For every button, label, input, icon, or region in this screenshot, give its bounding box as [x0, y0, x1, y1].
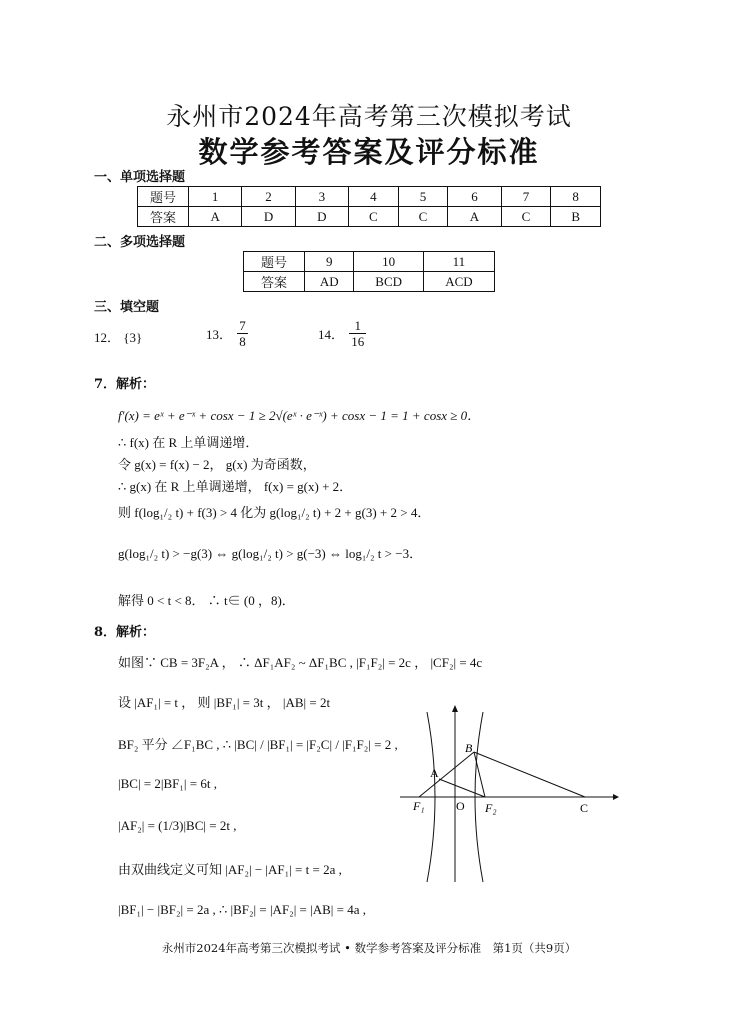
table-cell: 1 [189, 187, 242, 207]
solution-7-line: ∴ g(x) 在 R 上单调递增， f(x) = g(x) + 2． [118, 479, 353, 494]
solution-7-line: 令 g(x) = f(x) − 2， g(x) 为奇函数， [118, 457, 316, 472]
table-cell: A [189, 207, 242, 227]
table-cell: 2 [242, 187, 295, 207]
question-number: 14． [318, 327, 345, 342]
solution-8-line: 如图∵ CB = 3F₂A ， ∴ ΔF₁AF₂ ~ ΔF₁BC , |F₁F₂| = 2c ， |CF₂| = 4c [118, 655, 483, 670]
numerator: 1 [349, 318, 366, 334]
section-multi-choice-heading: 二、多项选择题 [94, 235, 186, 250]
section-fill-blank-heading: 三、填空题 [94, 300, 160, 315]
table-row [244, 272, 495, 292]
fraction [237, 318, 248, 349]
answer-13 [206, 318, 250, 349]
label-f2: F₂ [485, 801, 497, 815]
table-cell: 6 [448, 187, 501, 207]
question-number: 12． [94, 330, 121, 345]
solution-7-line: 解得 0 < t < 8． ∴ t∈ (0 ，8)． [118, 593, 295, 608]
label-c: C [580, 801, 589, 815]
line-a-f2 [439, 779, 485, 797]
y-axis-arrow [452, 705, 458, 712]
table-cell: 7 [501, 187, 551, 207]
hyperbola-figure [395, 700, 620, 885]
label-o: O [456, 799, 465, 813]
row-label: 答案 [244, 272, 305, 292]
table-row [138, 207, 601, 227]
label-a: A [430, 766, 439, 780]
table-cell: 11 [423, 252, 494, 272]
solution-8-line: 设 |AF₁| = t ， 则 |BF₁| = 3t ， |AB| = 2t [118, 695, 331, 710]
table-cell: ACD [423, 272, 494, 292]
solution-8-line: 由双曲线定义可知 |AF₂| − |AF₁| = t = 2a , [118, 862, 342, 877]
row-label: 题号 [138, 187, 189, 207]
denominator: 8 [239, 334, 246, 349]
table-cell: AD [305, 272, 354, 292]
solution-7-label: 7．解析： [94, 377, 156, 392]
table-cell: 10 [354, 252, 423, 272]
multi-choice-table [243, 251, 495, 292]
question-number: 13． [206, 327, 233, 342]
solution-8-label: 8．解析： [94, 625, 156, 640]
solution-8-line: |AF₂| = (1/3)|BC| = 2t , [118, 818, 237, 833]
table-cell: B [551, 207, 601, 227]
answer-value: {3} [123, 330, 143, 345]
table-cell: C [398, 207, 448, 227]
line-f1-b [419, 752, 474, 797]
solution-7-line: ∴ f(x) 在 R 上单调递增． [118, 435, 259, 450]
solution-7-line: 则 f(log₁/₂ t) + f(3) > 4 化为 g(log₁/₂ t) + 2 + g(3) + 2 > 4． [118, 505, 431, 520]
table-cell: D [295, 207, 348, 227]
table-cell: 4 [349, 187, 399, 207]
answer-14 [318, 318, 368, 349]
page-title: 数学参考答案及评分标准 [198, 135, 540, 169]
fraction [349, 318, 366, 349]
row-label: 题号 [244, 252, 305, 272]
line-b-c [474, 752, 585, 797]
table-cell: A [448, 207, 501, 227]
solution-7-line: g(log₁/₂ t) > −g(3) ⇔ g(log₁/₂ t) > g(−3) ⇔ log₁/₂ t > −3． [118, 546, 423, 561]
table-cell: C [501, 207, 551, 227]
solution-7-line: f′(x) = eˣ + e⁻ˣ + cosx − 1 ≥ 2√(eˣ · e⁻ˣ) + cosx − 1 = 1 + cosx ≥ 0． [118, 408, 481, 423]
single-choice-table [137, 186, 601, 227]
table-row [138, 187, 601, 207]
denominator: 16 [351, 334, 365, 349]
label-f1: F₁ [413, 799, 425, 813]
numerator: 7 [239, 318, 246, 333]
page-footer: 永州市2024年高考第三次模拟考试 • 数学参考答案及评分标准 第1页（共9页） [161, 941, 577, 955]
solution-8-line: |BF₁| − |BF₂| = 2a , ∴ |BF₂| = |AF₂| = |AB| = 4a , [118, 902, 367, 917]
label-b: B [465, 741, 473, 755]
table-cell: BCD [354, 272, 423, 292]
table-cell: 8 [551, 187, 601, 207]
answer-12 [94, 327, 142, 346]
table-cell: 9 [305, 252, 354, 272]
exam-title: 永州市2024年高考第三次模拟考试 [166, 102, 572, 131]
table-cell: C [349, 207, 399, 227]
solution-8-line: BF₂ 平分 ∠F₁BC , ∴ |BC| / |BF₁| = |F₂C| / |F₁F₂| = 2 , [118, 737, 398, 752]
table-cell: 3 [295, 187, 348, 207]
x-axis-arrow [613, 794, 619, 800]
section-single-choice-heading: 一、单项选择题 [94, 170, 186, 185]
table-row [244, 252, 495, 272]
table-cell: D [242, 207, 295, 227]
table-cell: 5 [398, 187, 448, 207]
row-label: 答案 [138, 207, 189, 227]
solution-8-line: |BC| = 2|BF₁| = 6t , [118, 776, 217, 791]
